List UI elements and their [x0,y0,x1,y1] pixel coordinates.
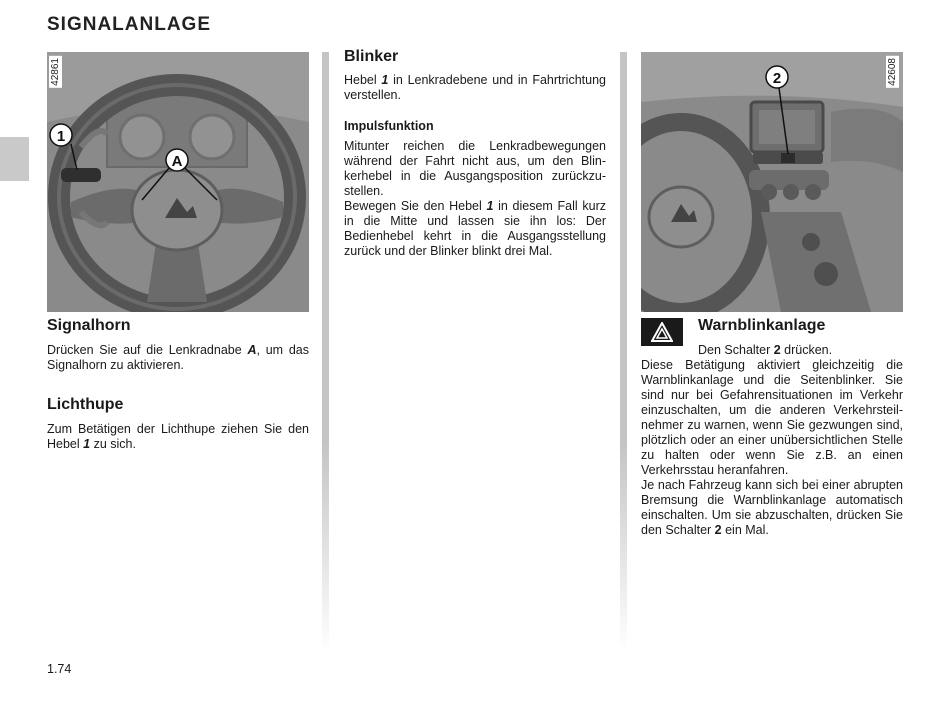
blinker-text: Hebel 1 in Lenkradebene und in Fahrtrichtung verstellen. [344,73,606,102]
signalhorn-heading: Signalhorn [47,317,131,334]
column-divider-2 [620,52,627,652]
steering-wheel-illustration [47,52,309,312]
figure-ref-right: 42608 [887,58,898,86]
column-divider-1 [322,52,329,652]
dashboard-illustration [641,52,903,312]
dashboard-figure [641,52,903,312]
callout-1-label: 1 [56,128,66,145]
lichthupe-heading: Lichthupe [47,396,124,413]
impuls-paragraph-1: Mitunter reichen die Lenkradbewegungen während der Fahrt nicht aus, um den Blinkerhebel in die Ausgangsposition zurückzustellen. [344,139,606,198]
figure-ref-left: 42861 [50,58,61,86]
chapter-tab [0,137,29,181]
impuls-paragraph-2: Bewegen Sie den Hebel 1 in diesem Fall kurz in die Mitte und lassen sie ihn los: Der Bedienhebel kehrt in die Ausgangsstellung zurück und der Blinker blinkt drei Mal. [344,199,606,258]
impulsfunktion-text [344,139,606,259]
page-title: SIGNALANLAGE [47,14,211,35]
warnblinkanlage-text [641,358,903,538]
warnblinkanlage-intro: Den Schalter 2 drücken. [698,343,833,357]
blinker-heading: Blinker [344,48,399,65]
warn-paragraph-1: Diese Betätigung aktiviert gleichzeitig die Warnblinkanlage und die Seitenblinker. Sie sind nur bei Gefahrensituationen im Verkehr einzuschalten, um die anderen Verkehrsteilnehmer zu warnen, wenn Sie gezwungen sind, plötzlich oder an einer unübersichtlichen Stelle zu halten oder wenn Sie z.B. an einen Verkehrsstau heranfahren. [641,358,903,477]
steering-wheel-figure [47,52,309,312]
warn-paragraph-2: Je nach Fahrzeug kann sich bei einer abrupten Bremsung die Warnblinkanlage automatisch einschalten. Um sie abzuschalten, drücken Sie den Schalter 2 ein Mal. [641,478,903,537]
callout-a-label: A [171,153,183,170]
callout-2-label: 2 [772,70,782,87]
warnblinkanlage-heading: Warnblinkanlage [698,317,826,334]
impulsfunktion-heading: Impulsfunktion [344,119,434,133]
signalhorn-text: Drücken Sie auf die Lenkradnabe A, um das Signalhorn zu aktivieren. [47,343,310,372]
hazard-warning-triangle-icon [641,318,683,346]
page-number: 1.74 [47,662,72,676]
lichthupe-text: Zum Betätigen der Lichthupe ziehen Sie den Hebel 1 zu sich. [47,422,309,451]
